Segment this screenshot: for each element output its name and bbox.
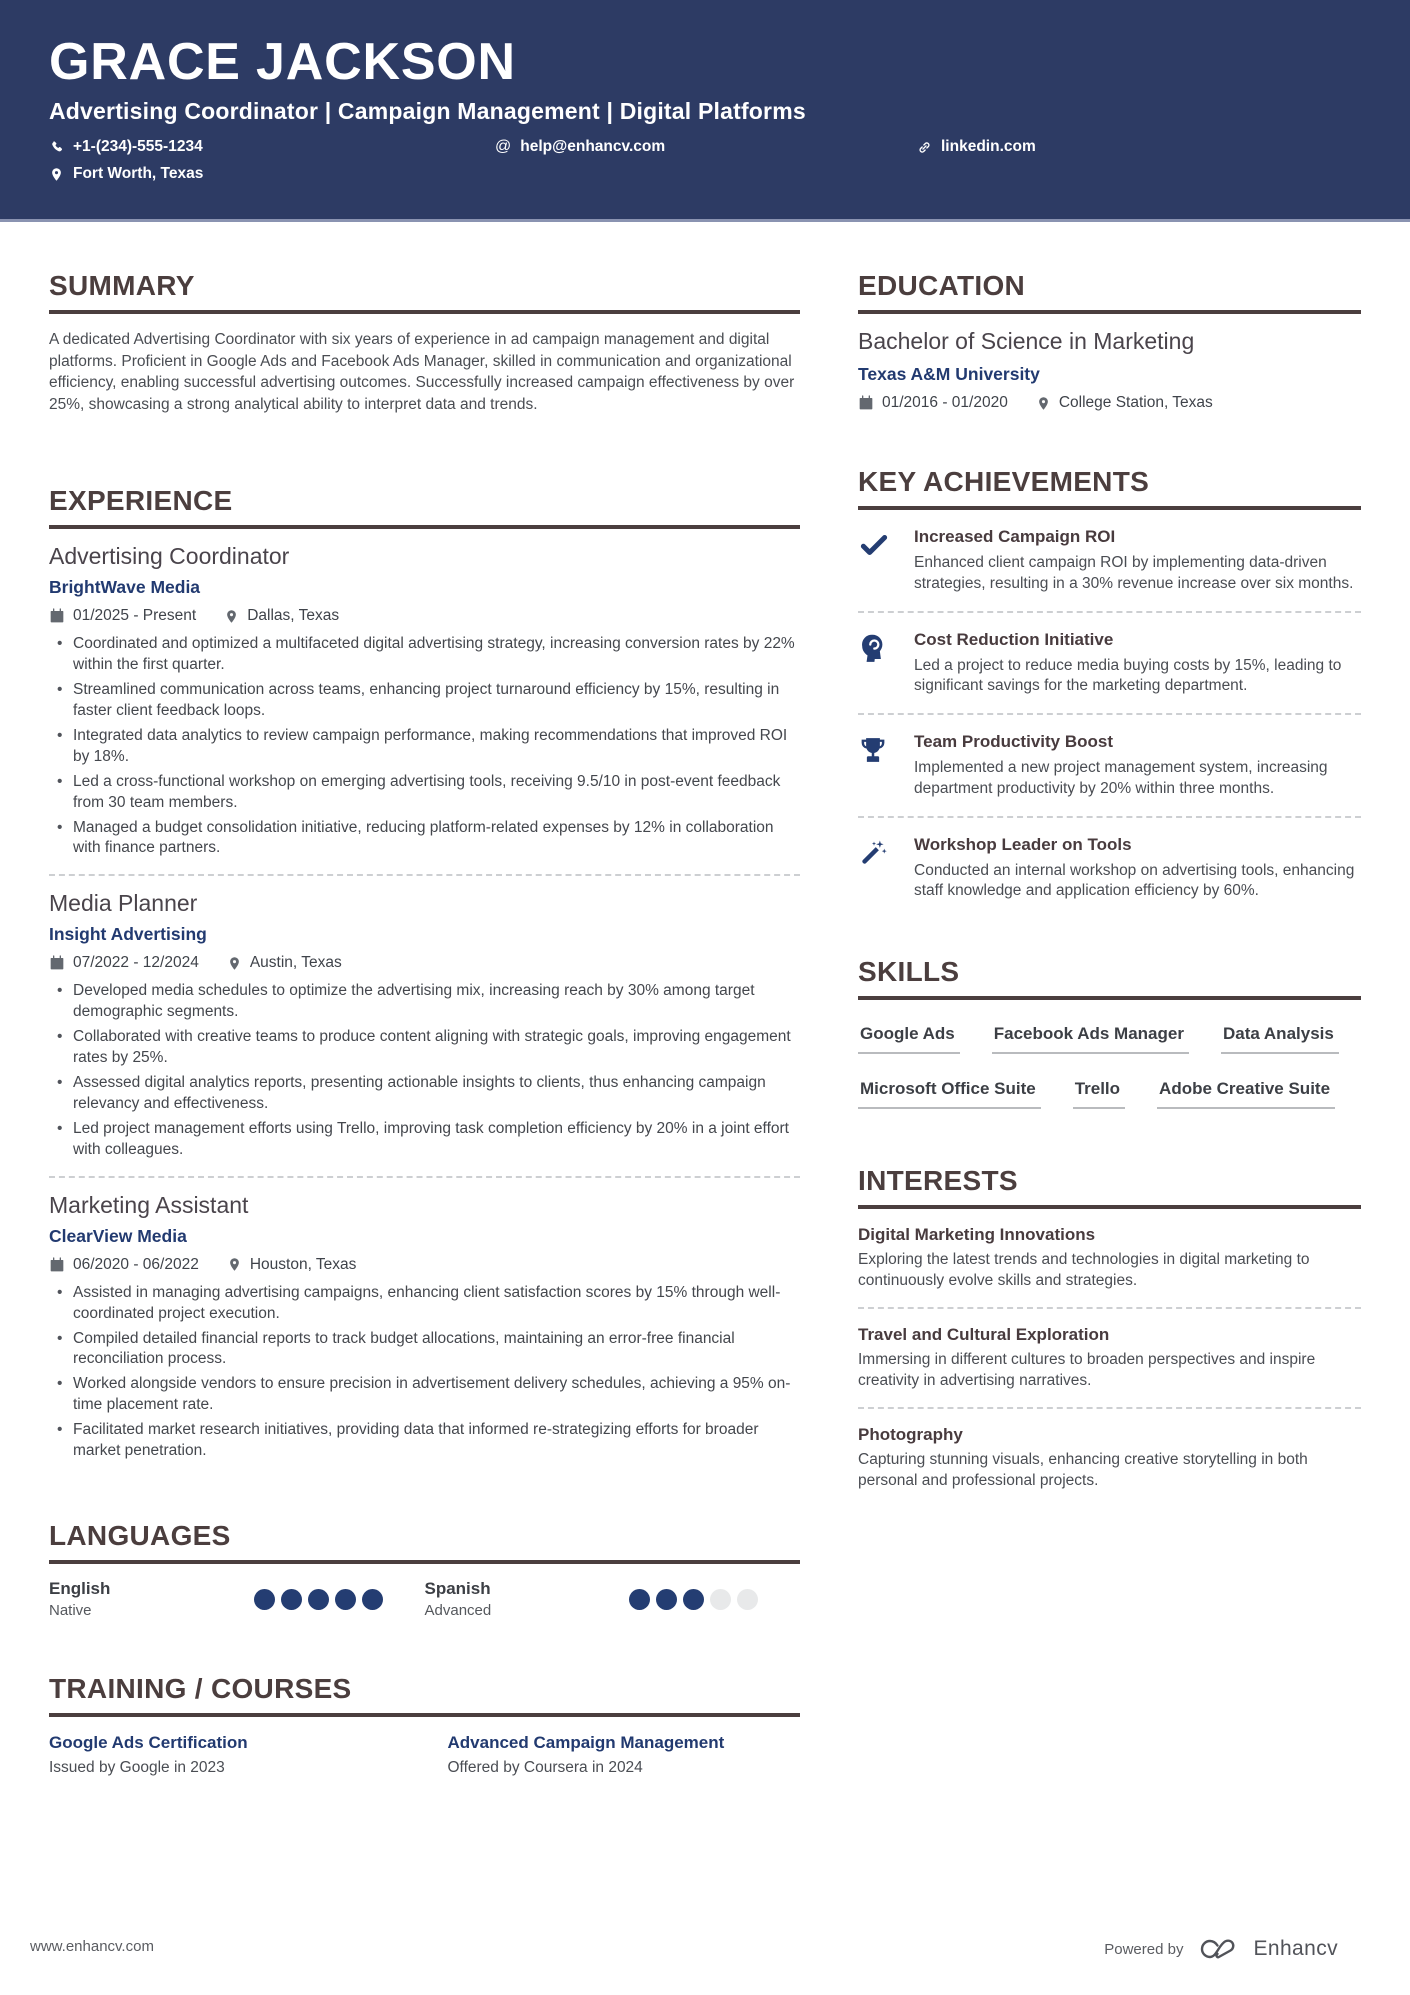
language-level: Native: [49, 1602, 92, 1620]
course-name: Google Ads Certification: [49, 1733, 248, 1753]
section-experience: [49, 485, 800, 1462]
course-list: [49, 1717, 800, 1777]
interests-title: INTERESTS: [858, 1165, 1018, 1197]
job-dates: [49, 1256, 199, 1274]
skill-tag: Microsoft Office Suite: [858, 1079, 1041, 1109]
job-location: [224, 607, 339, 625]
job-location-text: Austin, Texas: [249, 954, 342, 972]
achievement-text: Enhanced client campaign ROI by implementing data-driven strategies, resulting in a 30% revenue increase over six months.: [914, 554, 1354, 592]
contact-row-2: [49, 165, 1361, 183]
location-text: Fort Worth, Texas: [73, 165, 204, 183]
job-bullet: • Coordinated and optimized a multifaceted digital advertising strategy, increasing conversion rates by 22% within the first quarter.: [73, 634, 800, 676]
section-languages: [49, 1520, 800, 1619]
section-skills: [858, 956, 1361, 1109]
language-level-dots: [254, 1589, 383, 1610]
job-dates: [49, 954, 199, 972]
interest-text: Immersing in different cultures to broaden perspectives and inspire creativity in advertising narratives.: [858, 1350, 1316, 1389]
education-date-range: 01/2016 - 01/2020: [882, 394, 1008, 411]
job-bullet: • Assessed digital analytics reports, presenting actionable insights to clients, thus enhancing campaign relevancy and effectiveness.: [73, 1073, 800, 1115]
job-bullet-list: [49, 634, 800, 859]
phone-icon: [49, 140, 64, 155]
section-underline: [858, 310, 1361, 314]
powered-by-label: Powered by: [1104, 1940, 1184, 1958]
job-location: [227, 954, 342, 972]
language-entry: [49, 1564, 425, 1619]
achievements-title: KEY ACHIEVEMENTS: [858, 466, 1150, 497]
language-name: Spanish: [424, 1579, 491, 1599]
at-icon: @: [495, 138, 512, 156]
job-company: ClearView Media: [49, 1225, 187, 1246]
interest-text: Exploring the latest trends and technologies in digital marketing to continuously evolve skills and strategies.: [858, 1251, 1310, 1290]
interest-list: [858, 1209, 1361, 1492]
course-name: Advanced Campaign Management: [447, 1733, 725, 1753]
achievement-entry: [858, 510, 1361, 613]
language-level-dot: [656, 1589, 677, 1610]
job-date-range: 01/2025 - Present: [73, 607, 197, 625]
skill-tag: Facebook Ads Manager: [992, 1024, 1189, 1054]
education-meta-row: [858, 394, 1361, 412]
job-bullet: • Managed a budget consolidation initiative, reducing platform-related expenses by 12% in collaboration with finance partners.: [73, 818, 800, 860]
interest-entry: [858, 1209, 1361, 1309]
location-contact: [49, 165, 203, 183]
job-bullet: • Assisted in managing advertising campaigns, enhancing client satisfaction scores by 15% through well-coordinated project execution.: [73, 1283, 800, 1325]
job-location-text: Dallas, Texas: [247, 607, 340, 625]
interest-title: Travel and Cultural Exploration: [858, 1324, 1110, 1344]
location-icon: [227, 1257, 242, 1272]
achievement-title: Workshop Leader on Tools: [914, 834, 1132, 854]
job-title: Advertising Coordinator: [49, 543, 290, 570]
interest-text: Capturing stunning visuals, enhancing creative storytelling in both personal and professional projects.: [858, 1450, 1308, 1489]
language-entry: [425, 1564, 801, 1619]
trophy-icon: [858, 732, 914, 800]
person-tagline: Advertising Coordinator | Campaign Management | Digital Platforms: [49, 98, 806, 125]
head-icon: [858, 630, 914, 698]
right-column: [858, 222, 1361, 1492]
section-underline: [858, 996, 1361, 1000]
job-meta-row: [49, 954, 800, 972]
skills-title: SKILLS: [858, 956, 960, 988]
link-contact[interactable]: [917, 138, 1036, 156]
language-level-dot: [281, 1589, 302, 1610]
calendar-icon: [858, 395, 874, 411]
job-bullet: • Led a cross-functional workshop on emerging advertising tools, receiving 9.5/10 in post-event feedback from 30 team members.: [73, 772, 800, 814]
achievement-row: [858, 715, 1361, 800]
section-education: [858, 270, 1361, 412]
section-training: [49, 1673, 800, 1777]
experience-entry: [49, 529, 800, 876]
degree: Bachelor of Science in Marketing: [858, 328, 1195, 354]
achievement-row: [858, 818, 1361, 903]
skill-tag: Adobe Creative Suite: [1157, 1079, 1335, 1109]
language-level-dot: [683, 1589, 704, 1610]
job-location: [227, 1256, 357, 1274]
phone-contact[interactable]: [49, 138, 495, 156]
person-name: GRACE JACKSON: [49, 33, 516, 91]
achievement-row: [858, 510, 1361, 595]
resume-header: [0, 0, 1410, 222]
achievement-row: [858, 613, 1361, 698]
job-date-range: 06/2020 - 06/2022: [73, 1255, 199, 1273]
section-achievements: [858, 466, 1361, 902]
language-name: English: [49, 1579, 111, 1599]
job-meta-row: [49, 1256, 800, 1274]
interest-entry: [858, 1309, 1361, 1409]
left-column: [49, 222, 800, 1777]
achievement-body: [914, 732, 1361, 800]
language-list: [49, 1564, 800, 1619]
training-title: TRAINING / COURSES: [49, 1673, 352, 1705]
calendar-icon: [49, 608, 65, 624]
achievement-title: Cost Reduction Initiative: [914, 629, 1114, 649]
location-icon: [49, 167, 64, 182]
achievement-text: Led a project to reduce media buying costs by 15%, leading to significant savings for the marketing department.: [914, 656, 1342, 695]
email-address: help@enhancv.com: [520, 138, 666, 156]
job-bullet: • Developed media schedules to optimize the advertising mix, increasing reach by 30% among target demographic segments.: [73, 981, 800, 1023]
skill-tag: Google Ads: [858, 1024, 960, 1054]
wand-icon: [858, 835, 914, 903]
course-detail: Offered by Coursera in 2024: [447, 1759, 643, 1777]
achievement-entry: [858, 613, 1361, 716]
achievement-body: [914, 835, 1361, 903]
location-icon: [227, 956, 242, 971]
job-title: Media Planner: [49, 890, 198, 917]
achievement-title: Team Productivity Boost: [914, 732, 1113, 752]
job-bullet: • Streamlined communication across teams, enhancing project turnaround efficiency by 15%, resulting in faster client feedback loops.: [73, 680, 800, 722]
education-location: [1036, 394, 1213, 412]
content-columns: [0, 222, 1410, 1777]
experience-list: [49, 529, 800, 1462]
language-level-dot: [308, 1589, 329, 1610]
job-dates: [49, 607, 196, 625]
link-icon: [917, 140, 932, 155]
experience-entry: [49, 1178, 800, 1462]
language-level: Advanced: [424, 1602, 492, 1620]
experience-title: EXPERIENCE: [49, 485, 233, 517]
footer-site-link[interactable]: www.enhancv.com: [30, 1938, 154, 1955]
job-bullet-list: [49, 1283, 800, 1462]
contact-row: [49, 138, 1361, 156]
achievement-body: [914, 527, 1361, 595]
skill-tag: Data Analysis: [1221, 1024, 1339, 1054]
achievement-title: Increased Campaign ROI: [914, 527, 1116, 546]
job-bullet: • Led project management efforts using Trello, improving task completion efficiency by 20% in a joint effort with colleagues.: [73, 1119, 800, 1161]
summary-title: SUMMARY: [49, 270, 195, 301]
job-bullet: • Facilitated market research initiatives, providing data that informed re-strategizing efforts for broader market penetration.: [73, 1420, 800, 1462]
section-underline: [49, 310, 800, 314]
enhancv-logo-icon: [1196, 1936, 1240, 1962]
link-text: linkedin.com: [941, 138, 1036, 156]
section-interests: [858, 1165, 1361, 1492]
check-icon: [858, 527, 914, 595]
language-labels: [425, 1579, 492, 1619]
job-title: Marketing Assistant: [49, 1191, 249, 1218]
course-entry: [448, 1717, 801, 1777]
job-company: Insight Advertising: [49, 924, 207, 945]
section-summary: [49, 270, 800, 415]
course-detail: Issued by Google in 2023: [49, 1759, 225, 1777]
calendar-icon: [49, 955, 65, 971]
job-location-text: Houston, Texas: [249, 1255, 357, 1273]
enhancv-brand-name: Enhancv: [1253, 1937, 1338, 1960]
language-level-dot: [362, 1589, 383, 1610]
experience-entry: [49, 876, 800, 1177]
job-bullet: • Compiled detailed financial reports to track budget allocations, maintaining an error-free financial reconciliation process.: [73, 1329, 800, 1371]
language-level-dot: [710, 1589, 731, 1610]
email-contact[interactable]: [495, 138, 917, 156]
footer-brand[interactable]: [1104, 1936, 1338, 1962]
language-labels: [49, 1579, 110, 1619]
achievement-entry: [858, 818, 1361, 903]
language-level-dots: [629, 1589, 758, 1610]
job-company: BrightWave Media: [49, 577, 201, 598]
interest-entry: [858, 1409, 1361, 1492]
interest-title: Digital Marketing Innovations: [858, 1225, 1096, 1245]
location-icon: [224, 609, 239, 624]
job-bullet-list: [49, 981, 800, 1160]
course-entry: [49, 1717, 402, 1777]
achievement-body: [914, 630, 1361, 698]
school: Texas A&M University: [858, 364, 1040, 384]
skill-list: [858, 1024, 1361, 1109]
job-bullet: • Collaborated with creative teams to produce content aligning with strategic goals, improving engagement rates by 25%.: [73, 1027, 800, 1069]
location-icon: [1036, 396, 1051, 411]
language-level-dot: [629, 1589, 650, 1610]
job-date-range: 07/2022 - 12/2024: [73, 954, 199, 972]
achievement-text: Implemented a new project management system, increasing department productivity by 20% within three months.: [914, 759, 1328, 797]
languages-title: LANGUAGES: [49, 1520, 231, 1552]
education-title: EDUCATION: [858, 270, 1026, 301]
education-dates: [858, 394, 1008, 412]
phone-number: +1-(234)-555-1234: [73, 138, 203, 156]
job-meta-row: [49, 607, 800, 625]
achievement-text: Conducted an internal workshop on advertising tools, enhancing staff knowledge and application efficiency by 60%.: [914, 861, 1355, 900]
achievement-list: [858, 510, 1361, 902]
language-level-dot: [737, 1589, 758, 1610]
education-location-text: College Station, Texas: [1058, 394, 1213, 411]
summary-text: A dedicated Advertising Coordinator with six years of experience in ad campaign management and digital platforms. Proficient in Google Ads and Facebook Ads Manager, skilled in communication and organizational efficiency, enabling successful advertising outcomes. Successfully increased campaign effectiveness by over 25%, showcasing a strong analytical ability to interpret data and trends.: [49, 331, 795, 413]
calendar-icon: [49, 1257, 65, 1273]
interest-title: Photography: [858, 1424, 963, 1444]
job-bullet: • Worked alongside vendors to ensure precision in advertisement delivery schedules, achieving a 95% on-time placement rate.: [73, 1374, 800, 1416]
language-level-dot: [254, 1589, 275, 1610]
skill-tag: Trello: [1073, 1079, 1125, 1109]
language-level-dot: [335, 1589, 356, 1610]
job-bullet: • Integrated data analytics to review campaign performance, making recommendations that improved ROI by 18%.: [73, 726, 800, 768]
achievement-entry: [858, 715, 1361, 818]
